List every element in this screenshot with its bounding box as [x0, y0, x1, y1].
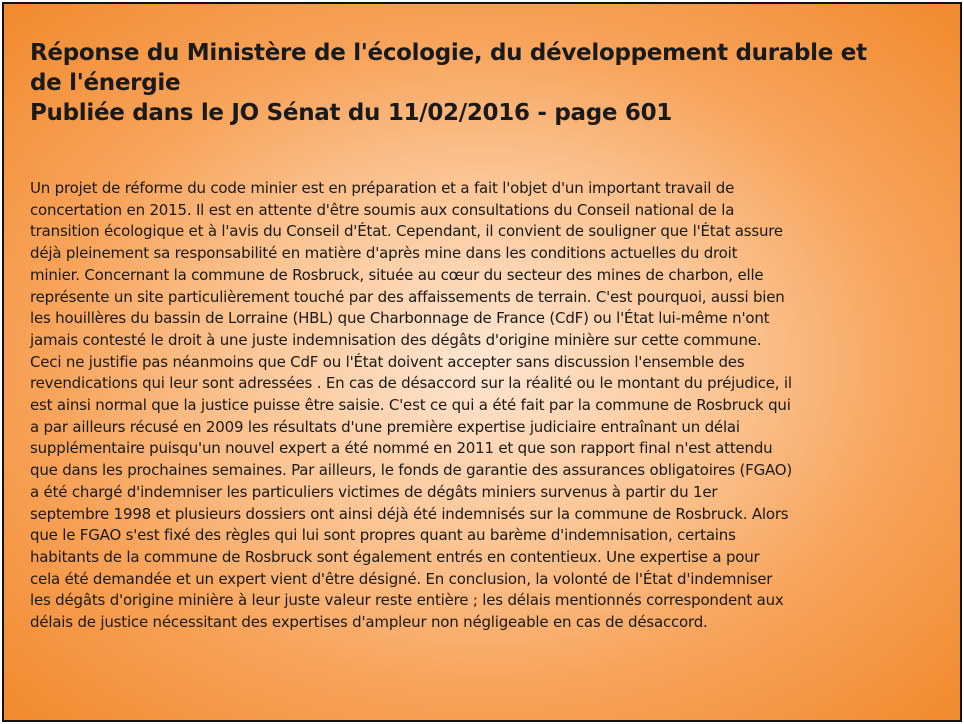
body-text [30, 178, 930, 634]
title-line-2: de l'énergie [30, 70, 181, 96]
body-line: que dans les prochaines semaines. Par ailleurs, le fonds de garantie des assurances obligatoires (FGAO) [30, 461, 793, 480]
body-line: habitants de la commune de Rosbruck sont également entrés en contentieux. Une expertise a pour [30, 547, 760, 566]
body-line: représente un site particulièrement touché par des affaissements de terrain. C'est pourquoi, aussi bien [30, 287, 785, 306]
body-line: que le FGAO s'est fixé des règles qui lui sont propres quant au barème d'indemnisation, certains [30, 526, 736, 545]
body-line: transition écologique et à l'avis du Conseil d'État. Cependant, il convient de souligner que l'État assure [30, 222, 783, 241]
body-line: délais de justice nécessitant des expertises d'ampleur non négligeable en cas de désaccord. [30, 613, 708, 632]
body-line: Ceci ne justifie pas néanmoins que CdF ou l'État doivent accepter sans discussion l'ensemble des [30, 352, 745, 371]
body-line: Un projet de réforme du code minier est en préparation et a fait l'objet d'un important travail de [30, 179, 735, 197]
body-line: revendications qui leur sont adressées . En cas de désaccord sur la réalité ou le montant du préjudice, il [30, 374, 792, 393]
body-line: concertation en 2015. Il est en attente d'être soumis aux consultations du Conseil national de la [30, 200, 735, 219]
body-line: cela été demandée et un expert vient d'être désigné. En conclusion, la volonté de l'État d'indemniser [30, 569, 773, 588]
body-line: jamais contesté le droit à une juste indemnisation des dégâts d'origine minière sur cette commune. [30, 330, 762, 349]
slide-panel [2, 2, 962, 722]
body-line: septembre 1998 et plusieurs dossiers ont ainsi déjà été indemnisés sur la commune de Rosbruck. Alors [30, 504, 789, 523]
title-line-3: Publiée dans le JO Sénat du 11/02/2016 - page 601 [30, 100, 672, 126]
body-line: a été chargé d'indemniser les particuliers victimes de dégâts miniers survenus à partir du 1er [30, 482, 718, 501]
body-line: les dégâts d'origine minière à leur juste valeur reste entière ; les délais mentionnés correspondent aux [30, 591, 784, 610]
body-line: supplémentaire puisqu'un nouvel expert a été nommé en 2011 et que son rapport final n'est attendu [30, 439, 773, 458]
body-line: déjà pleinement sa responsabilité en matière d'après mine dans les conditions actuelles du droit [30, 244, 738, 263]
body-line: est ainsi normal que la justice puisse être saisie. C'est ce qui a été fait par la commune de Rosbruck qui [30, 396, 791, 415]
slide-title [30, 38, 930, 128]
body-line: minier. Concernant la commune de Rosbruck, située au cœur du secteur des mines de charbon, elle [30, 265, 764, 284]
body-line: les houillères du bassin de Lorraine (HBL) que Charbonnage de France (CdF) ou l'État lui-même n'ont [30, 309, 770, 328]
body-line: a par ailleurs récusé en 2009 les résultats d'une première expertise judiciaire entraînant un délai [30, 417, 740, 436]
title-line-1: Réponse du Ministère de l'écologie, du développement durable et [30, 40, 867, 66]
